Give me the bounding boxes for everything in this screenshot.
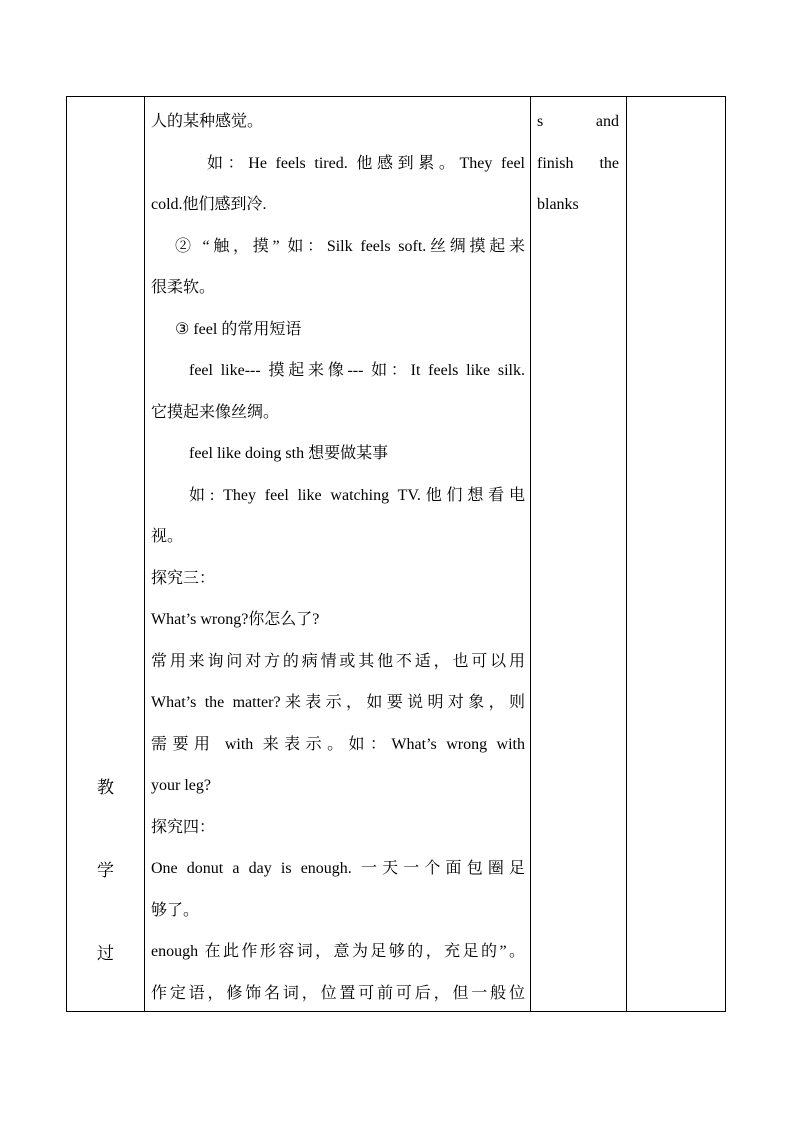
content-line: cold.他们感到冷. [151, 196, 267, 213]
column-divider-2 [530, 97, 531, 1011]
content-line: ③ feel 的常用短语 [175, 320, 302, 338]
content-line: 人的某种感觉。 [151, 113, 264, 130]
content-line: One donut a day is enough. 一天一个面包圈足 [151, 860, 525, 877]
content-line: your leg? [151, 777, 211, 794]
row-label-char: 过 [97, 944, 114, 963]
content-line: enough 在此作形容词，意为足够的，充足的”。 [151, 943, 525, 960]
content-line: 探究三： [151, 569, 216, 587]
row-label-column [67, 97, 144, 1011]
activity-column [537, 101, 619, 226]
content-line: feel like doing sth 想要做某事 [189, 445, 389, 462]
activity-line: blanks [537, 196, 579, 213]
content-line: feel like--- 摸起来像--- 如：It feels like silk. [189, 362, 525, 379]
activity-line: s and [537, 113, 619, 130]
content-line: 如: They feel like watching TV.他们想看电 [189, 486, 525, 504]
content-line: 很柔软。 [151, 279, 216, 296]
content-line: 作定语，修饰名词，位置可前可后，但一般位 [151, 984, 525, 1002]
content-line: 需要用 with 来表示。如：What’s wrong with [151, 735, 525, 753]
column-divider-1 [144, 97, 145, 1011]
empty-notes-column [627, 97, 725, 1011]
row-label-char: 学 [97, 861, 114, 880]
row-label-char: 教 [97, 778, 114, 797]
content-line: 视。 [151, 528, 184, 545]
content-line: 如：He feels tired. 他感到累。They feel [207, 154, 525, 172]
content-line: ② “触，摸” 如：Silk feels soft.丝绸摸起来 [175, 237, 525, 255]
content-line: 探究四： [151, 818, 216, 836]
activity-line: finish the [537, 154, 619, 172]
lesson-content [151, 101, 525, 1014]
content-line: 它摸起来像丝绸。 [151, 403, 280, 421]
content-line: 够了。 [151, 901, 200, 919]
content-line: What’s wrong?你怎么了? [151, 611, 320, 628]
content-line: 常用来询问对方的病情或其他不适，也可以用 [151, 652, 525, 670]
lesson-table [66, 96, 726, 1012]
content-line: What’s the matter?来表示，如要说明对象，则 [151, 694, 525, 711]
